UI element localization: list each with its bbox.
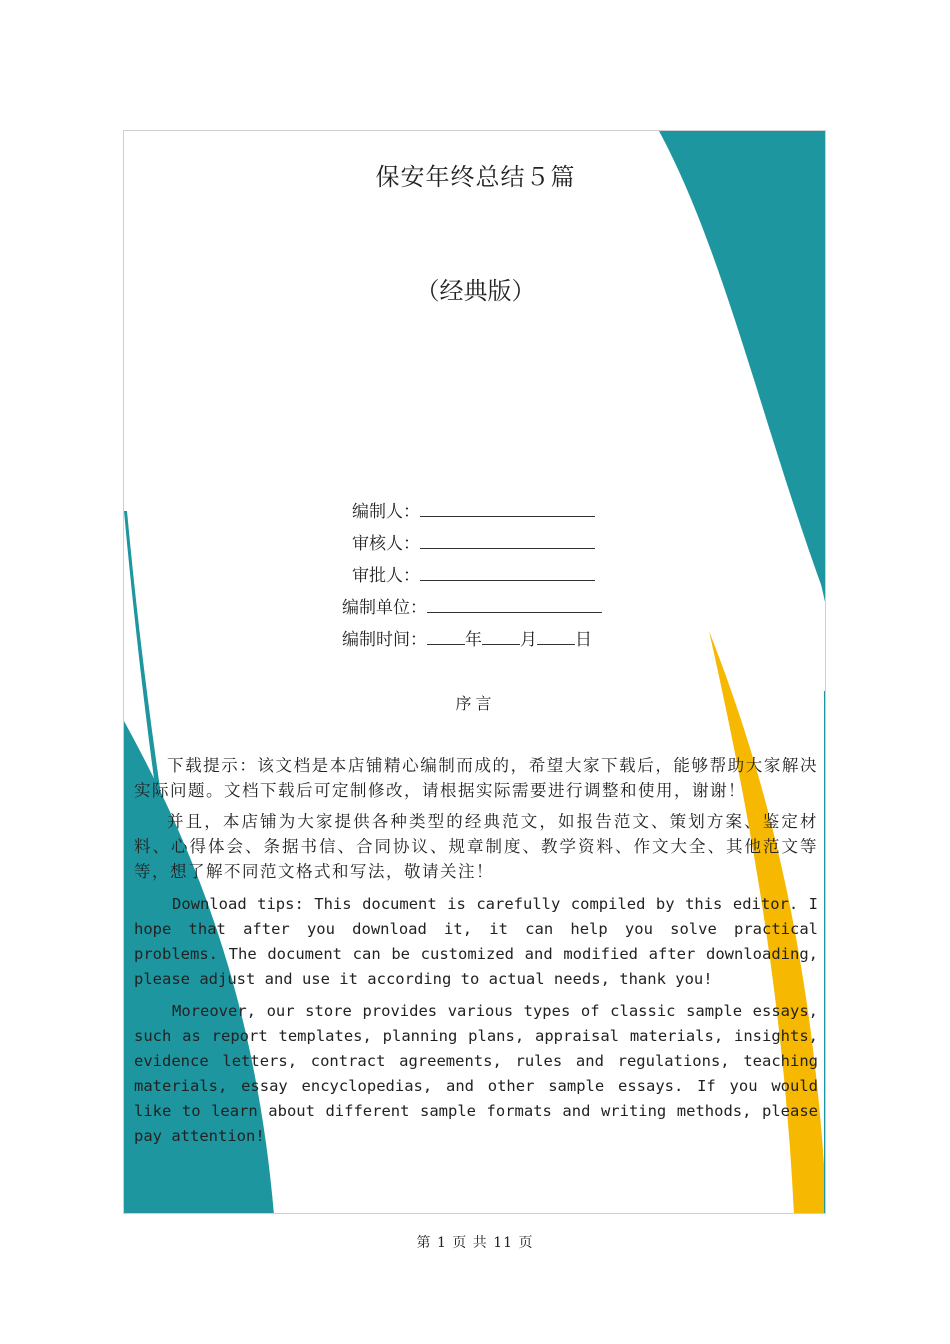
field-month-label: 月 [520, 630, 537, 650]
field-day-label: 日 [575, 630, 592, 650]
field-approver [352, 561, 595, 586]
field-unit [342, 593, 602, 618]
field-month-line[interactable] [482, 630, 520, 645]
field-reviewer-label: 审核人： [352, 534, 420, 554]
paragraph-store-notice-en: Moreover, our store provides various types of classic sample essays, such as report templates, planning plans, appraisal materials, insights, evidence letters, contract agreements, rules and regulations, teaching materials, essay encyclopedias, and other sample essays. If you would like to learn about different sample formats and writing methods, please pay attention! [134, 1002, 818, 1145]
field-reviewer [352, 529, 595, 554]
page-footer: 第 1 页 共 11 页 [416, 1235, 534, 1251]
field-approver-line[interactable] [420, 566, 595, 581]
field-author-line[interactable] [420, 502, 595, 517]
field-year-label: 年 [465, 630, 482, 650]
field-year-line[interactable] [427, 630, 465, 645]
field-time-label: 编制时间： [342, 630, 427, 650]
field-day-line[interactable] [537, 630, 575, 645]
field-reviewer-line[interactable] [420, 534, 595, 549]
field-unit-label: 编制单位： [342, 598, 427, 618]
preface-heading: 序言 [455, 694, 496, 713]
paragraph-download-tips-en: Download tips: This document is carefully compiled by this editor. I hope that after you download it, it can help you solve practical problems. The document can be customized and modified after downloading, please adjust and use it according to actual needs, thank you! [134, 895, 818, 988]
field-time [342, 625, 592, 650]
document-page [123, 130, 826, 1214]
document-subtitle: （经典版） [415, 277, 536, 305]
paragraph-download-tips-zh: 下载提示：该文档是本店铺精心编制而成的，希望大家下载后，能够帮助大家解决实际问题。文档下载后可定制修改，请根据实际需要进行调整和使用，谢谢！ [134, 756, 818, 800]
field-author-label: 编制人： [352, 502, 420, 522]
field-approver-label: 审批人： [352, 566, 420, 586]
field-author [352, 497, 595, 522]
teal-sliver-right [824, 691, 826, 1214]
document-title: 保安年终总结５篇 [375, 163, 576, 191]
field-unit-line[interactable] [427, 598, 602, 613]
paragraph-store-notice-zh: 并且，本店铺为大家提供各种类型的经典范文，如报告范文、策划方案、鉴定材料、心得体会、条据书信、合同协议、规章制度、教学资料、作文大全、其他范文等等，想了解不同范文格式和写法，敬请关注！ [134, 812, 818, 881]
